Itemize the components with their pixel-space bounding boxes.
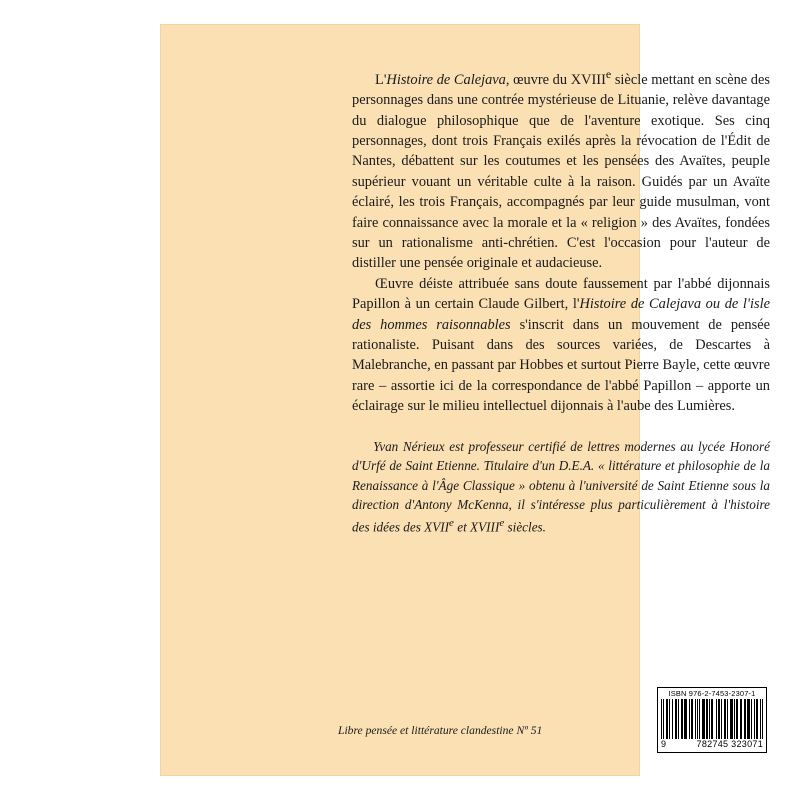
ordinal-suffix-3: e — [499, 517, 505, 530]
isbn-label: ISBN 976-2-7453-2307-1 — [668, 689, 756, 698]
book-back-cover — [160, 24, 770, 776]
ordinal-suffix: e — [605, 67, 612, 81]
barcode-bars — [660, 699, 764, 739]
barcode-digits — [660, 739, 764, 750]
series-line: Libre pensée et littérature clandestine Nº 51 — [338, 724, 543, 737]
blurb-paragraph-1: L'Histoire de Calejava, œuvre du XVIIIe siècle mettant en scène des personnages dans une contrée mystérieuse de Lituanie, relève davantage du dialogue philosophique que de l'aventure exotique. Ses cinq personnages, dont trois Français exilés après la révocation de l'Édit de Nantes, débattent sur les coutumes et les pensées des Avaïtes, peuple supérieur vouant un véritable culte à la raison. Guidés par un Avaïte éclairé, les trois Français, accompagnés par leur guide musulman, vont faire connaissance avec la morale et la « religion » des Avaïtes, fondées sur un rationalisme anti-chrétien. C'est l'occasion pour l'auteur de distiller une pensée originale et audacieuse. — [352, 67, 770, 272]
title-italic-2: Histoire de Calejava ou de l'isle des hommes raisonnables — [352, 296, 770, 333]
title-italic-1: Histoire de Calejava — [386, 71, 506, 88]
barcode-digit-left: 9 — [661, 739, 667, 749]
barcode-digit-right: 782745 323071 — [696, 739, 763, 749]
ordinal-suffix-2: e — [449, 517, 454, 530]
author-biography: Yvan Nérieux est professeur certifié de lettres modernes au lycée Honoré d'Urfé de Saint Etienne. Titulaire d'un D.E.A. « littérature et philosophie de la Renaissance à l'Âge Classique » obtenu à l'université de Saint Etienne sous la direction d'Antony McKenna, il s'intéresse plus particulièrement à l'histoire des idées des XVIIe et XVIIIe siècles. — [352, 438, 770, 535]
blurb-text-block — [352, 64, 770, 550]
blurb-paragraph-2: Œuvre déiste attribuée sans doute faussement par l'abbé dijonnais Papillon à un certain Claude Gilbert, l'Histoire de Calejava ou de l'isle des hommes raisonnables s'inscrit dans un mouvement de pensée rationaliste. Puisant dans des sources variées, de Descartes à Malebranche, en passant par Hobbes et surtout Pierre Bayle, cette œuvre rare – assortie ici de la correspondance de l'abbé Papillon – apporte un éclairage sur le milieu intellectuel dijonnais à l'aube des Lumières. — [352, 275, 770, 415]
barcode — [657, 687, 767, 753]
